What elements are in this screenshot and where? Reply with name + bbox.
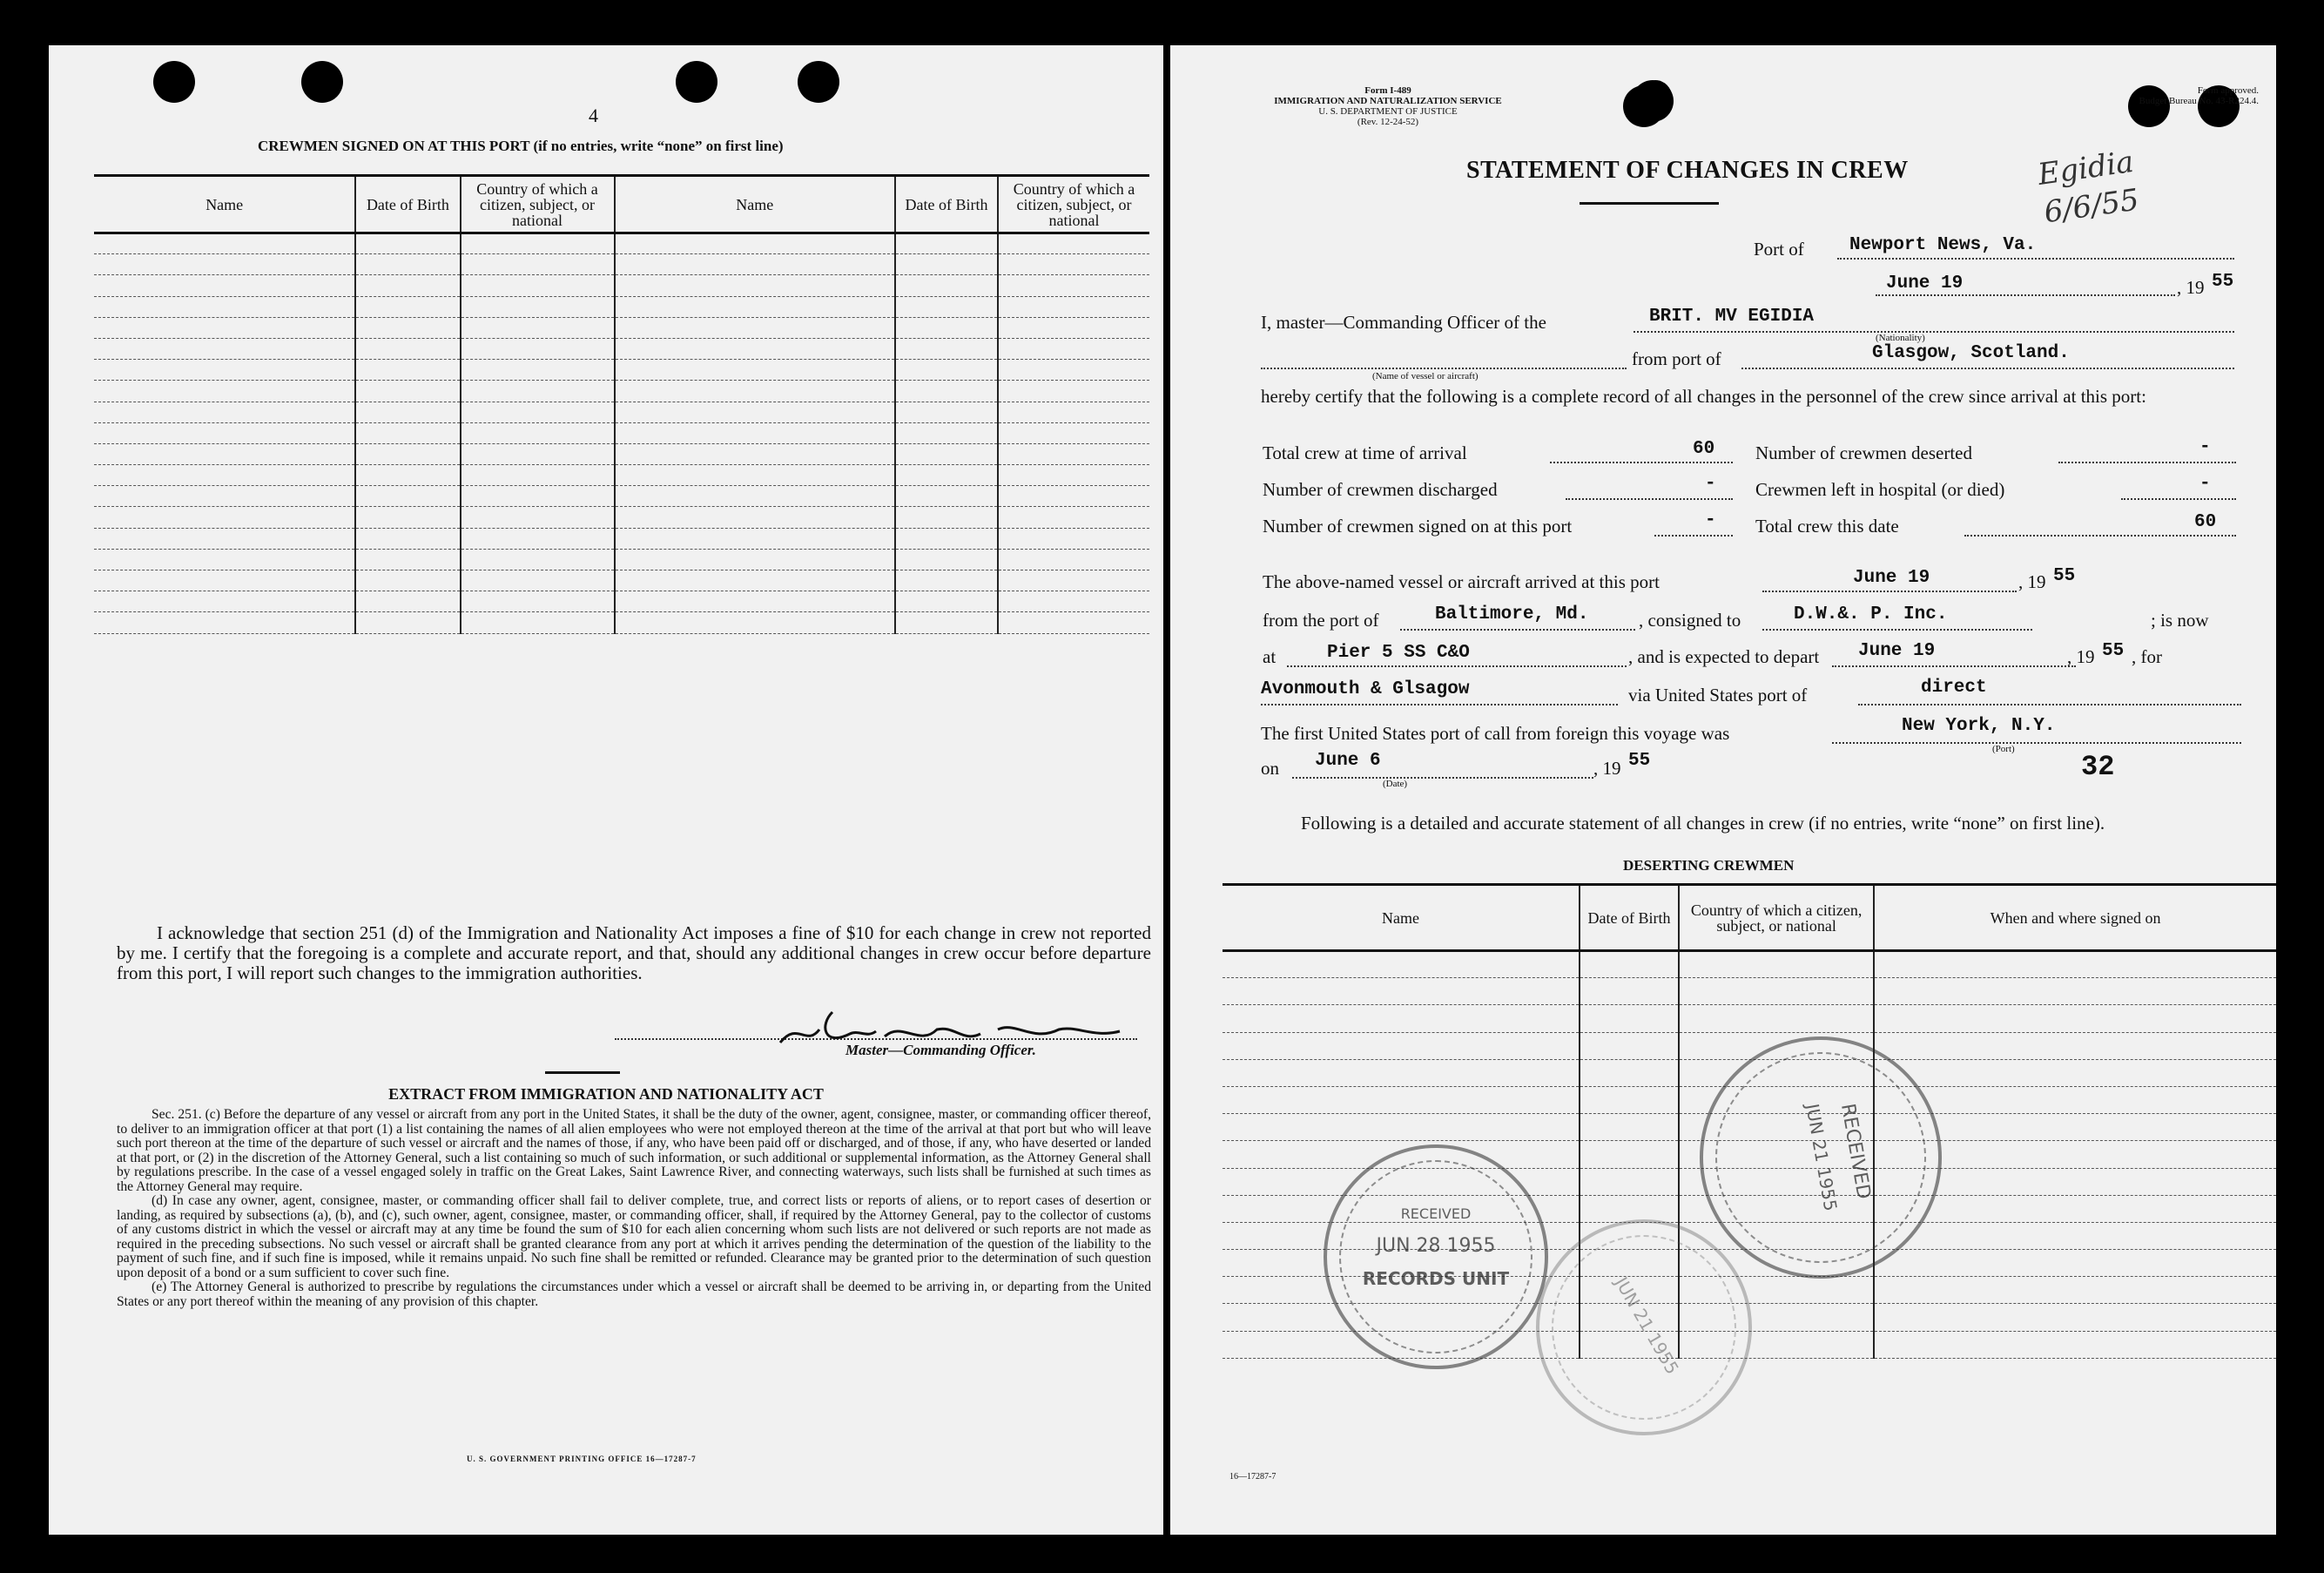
table-row <box>94 338 1149 359</box>
at-line <box>1287 665 1627 667</box>
crew-number: 32 <box>2081 751 2115 783</box>
at-value: Pier 5 SS C&O <box>1327 643 1470 663</box>
agency-name: IMMIGRATION AND NATURALIZATION SERVICE <box>1274 96 1502 106</box>
table-cell <box>94 486 355 507</box>
master-label: I, master—Commanding Officer of the <box>1261 312 1546 333</box>
table-cell <box>94 360 355 381</box>
table-cell <box>998 381 1149 402</box>
depart-line <box>1832 665 2076 667</box>
table-cell <box>615 381 895 402</box>
table-cell <box>1223 1032 1580 1059</box>
table-cell <box>615 422 895 443</box>
table-cell <box>895 338 998 359</box>
table-row <box>94 381 1149 402</box>
table-cell <box>1580 1032 1679 1059</box>
report-year: 55 <box>2212 272 2234 292</box>
table-cell <box>1223 1005 1580 1032</box>
table-cell <box>355 402 460 422</box>
table-cell <box>895 233 998 254</box>
table-row <box>94 443 1149 464</box>
depart-year: 55 <box>2102 641 2125 661</box>
title-rule <box>1580 202 1719 205</box>
table-cell <box>895 275 998 296</box>
form-header <box>1205 85 1571 127</box>
table-cell <box>461 591 615 612</box>
table-cell <box>1874 1005 2276 1032</box>
table-cell <box>998 254 1149 275</box>
table-cell <box>461 443 615 464</box>
department-name: U. S. DEPARTMENT OF JUSTICE <box>1318 106 1458 117</box>
table-row <box>94 317 1149 338</box>
page-number: 4 <box>589 105 598 126</box>
table-cell <box>1874 978 2276 1005</box>
table-cell <box>615 317 895 338</box>
table-cell <box>1580 1114 1679 1141</box>
on-date-line <box>1292 777 1593 779</box>
arrived-year: 55 <box>2053 566 2076 586</box>
table-cell <box>355 612 460 633</box>
punch-hole <box>1632 80 1674 122</box>
vessel-nationality: BRIT. MV EGIDIA <box>1649 307 1815 327</box>
table-cell <box>94 233 355 254</box>
approval-block <box>2093 85 2259 106</box>
table-row <box>94 275 1149 296</box>
table-cell <box>355 254 460 275</box>
table-cell <box>615 402 895 422</box>
column-header: Country of which a citizen, subject, or national <box>1679 885 1874 951</box>
on-date: June 6 <box>1315 751 1381 771</box>
table-cell <box>895 612 998 633</box>
port-value: Newport News, Va. <box>1849 235 2037 255</box>
arrived-line <box>1762 591 2017 592</box>
deserting-title: DESERTING CREWMEN <box>1623 857 1795 874</box>
table-cell <box>461 296 615 317</box>
table-cell <box>895 549 998 570</box>
approval-line-1: Form approved. <box>2197 85 2259 96</box>
table-cell <box>1223 1114 1580 1141</box>
handwritten-note: Egidia 6/6/55 <box>2035 144 2141 231</box>
table-cell <box>1580 1005 1679 1032</box>
table-cell <box>615 254 895 275</box>
table-row <box>1223 978 2276 1005</box>
table-cell <box>355 528 460 549</box>
certify-text: hereby certify that the following is a complete record of all changes in the personnel of the crew since arrival at this port: <box>1261 386 2146 407</box>
table-cell <box>1874 1277 2276 1304</box>
table-cell <box>895 465 998 486</box>
column-header: Date of Birth <box>1580 885 1679 951</box>
form-revision: (Rev. 12-24-52) <box>1357 117 1419 127</box>
table-cell <box>615 549 895 570</box>
table-cell <box>895 528 998 549</box>
table-cell <box>998 528 1149 549</box>
table-cell <box>355 338 460 359</box>
on-year: 55 <box>1628 751 1651 771</box>
table-cell <box>1679 951 1874 978</box>
stat-value: - <box>2199 437 2211 457</box>
form-number: Form I-489 <box>1364 85 1411 96</box>
table-row <box>94 591 1149 612</box>
table-row <box>94 233 1149 254</box>
table-cell <box>1580 1059 1679 1086</box>
table-cell <box>355 381 460 402</box>
table-cell <box>355 549 460 570</box>
destination-line <box>1261 704 1618 705</box>
table-cell <box>998 338 1149 359</box>
table-cell <box>461 402 615 422</box>
table-cell <box>615 233 895 254</box>
table-cell <box>895 360 998 381</box>
from-the-port-line <box>1400 629 1635 631</box>
table-cell <box>998 591 1149 612</box>
section-e: (e) The Attorney General is authorized to prescribe by regulations the circumstances under which a vessel or aircraft shall be deemed to be arriving in, or departing from the United States or any port thereof within the meaning of any provision of this chapter. <box>117 1279 1151 1309</box>
table-row <box>94 360 1149 381</box>
table-cell <box>1580 951 1679 978</box>
stat-value: - <box>1705 510 1716 530</box>
table-row <box>1223 1032 2276 1059</box>
extract-title: EXTRACT FROM IMMIGRATION AND NATIONALITY ACT <box>388 1085 824 1103</box>
table-cell <box>615 443 895 464</box>
table-cell <box>1580 978 1679 1005</box>
divider <box>545 1071 620 1074</box>
arrived-year-prefix: , 19 <box>2018 571 2046 592</box>
column-header: Name <box>94 176 355 233</box>
from-the-port-label: from the port of <box>1263 610 1379 631</box>
column-header: Name <box>1223 885 1580 951</box>
table-row <box>94 507 1149 528</box>
arrived-label: The above-named vessel or aircraft arrived at this port <box>1263 571 1660 592</box>
table-cell <box>998 360 1149 381</box>
table-cell <box>1874 1250 2276 1277</box>
table-cell <box>998 465 1149 486</box>
consigned-line <box>1762 629 2032 631</box>
table-row <box>94 254 1149 275</box>
table-cell <box>615 570 895 591</box>
table-cell <box>998 549 1149 570</box>
table-cell <box>895 507 998 528</box>
punch-hole <box>301 61 343 103</box>
right-page <box>1170 45 2276 1535</box>
table-cell <box>94 465 355 486</box>
punch-hole <box>153 61 195 103</box>
table-row <box>94 296 1149 317</box>
received-stamp: RECEIVED JUN 21 1955 <box>1681 1017 1961 1298</box>
table-cell <box>461 486 615 507</box>
table-cell <box>615 486 895 507</box>
table-cell <box>895 443 998 464</box>
table-cell <box>1679 978 1874 1005</box>
table-cell <box>1580 1168 1679 1195</box>
from-port-line <box>1741 368 2234 369</box>
stat-total-date: Total crew this date 60 <box>1755 516 2243 537</box>
table-cell <box>1223 951 1580 978</box>
via-label: via United States port of <box>1628 685 1808 705</box>
column-header: When and where signed on <box>1874 885 2276 951</box>
stat-value: - <box>1705 474 1716 494</box>
first-port-line <box>1832 742 2241 744</box>
table-cell <box>94 317 355 338</box>
table-cell <box>1223 1059 1580 1086</box>
for-label: , for <box>2132 646 2162 667</box>
table-cell <box>355 507 460 528</box>
table-cell <box>94 612 355 633</box>
table-cell <box>94 507 355 528</box>
column-header: Country of which a citizen, subject, or national <box>998 176 1149 233</box>
table-cell <box>998 422 1149 443</box>
table-cell <box>355 317 460 338</box>
table-cell <box>461 507 615 528</box>
table-cell <box>998 507 1149 528</box>
table-cell <box>355 591 460 612</box>
table-cell <box>1874 1331 2276 1358</box>
table-cell <box>94 528 355 549</box>
via-line <box>1858 704 2241 705</box>
table-row <box>1223 1005 2276 1032</box>
expected-label: , and is expected to depart <box>1628 646 1820 667</box>
at-label: at <box>1263 646 1277 667</box>
from-port-label: from port of <box>1632 348 1721 369</box>
table-cell <box>615 296 895 317</box>
table-cell <box>461 254 615 275</box>
table-cell <box>895 402 998 422</box>
section-title: CREWMEN SIGNED ON AT THIS PORT (if no entries, write “none” on first line) <box>258 138 784 154</box>
statute-extract <box>117 1108 1151 1309</box>
table-cell <box>94 338 355 359</box>
form-footer: 16—17287-7 <box>1229 1472 1277 1482</box>
left-page <box>49 45 1163 1535</box>
table-cell <box>1223 1086 1580 1113</box>
table-row <box>94 402 1149 422</box>
date-line <box>1876 294 2175 296</box>
table-cell <box>615 360 895 381</box>
table-cell <box>615 338 895 359</box>
table-cell <box>461 422 615 443</box>
table-cell <box>94 591 355 612</box>
column-header: Date of Birth <box>355 176 460 233</box>
table-cell <box>94 443 355 464</box>
table-cell <box>94 402 355 422</box>
table-cell <box>998 317 1149 338</box>
depart-year-prefix: , 19 <box>2067 646 2095 667</box>
stat-discharged: Number of crewmen discharged - <box>1263 479 1768 501</box>
nationality-caption: (Nationality) <box>1876 333 1925 343</box>
stat-value: 60 <box>2194 512 2217 532</box>
report-date: June 19 <box>1886 273 1964 294</box>
is-now-label: ; is now <box>2151 610 2209 631</box>
table-cell <box>615 591 895 612</box>
consigned-value: D.W.&. P. Inc. <box>1794 604 1948 624</box>
table-cell <box>1580 1195 1679 1222</box>
table-cell <box>355 296 460 317</box>
table-cell <box>1580 1141 1679 1168</box>
port-line <box>1837 258 2234 260</box>
port-caption: (Port) <box>1992 744 2015 754</box>
table-cell <box>1223 978 1580 1005</box>
table-cell <box>94 275 355 296</box>
table-cell <box>355 486 460 507</box>
table-cell <box>998 612 1149 633</box>
table-cell <box>615 528 895 549</box>
table-cell <box>1874 1304 2276 1331</box>
table-cell <box>615 275 895 296</box>
table-cell <box>895 591 998 612</box>
table-row <box>94 422 1149 443</box>
table-row <box>94 486 1149 507</box>
table-cell <box>1580 1086 1679 1113</box>
section-c: Sec. 251. (c) Before the departure of any vessel or aircraft from any port in the United States, it shall be the duty of the owner, agent, consignee, master, or commanding officer thereof, to deliver to an immigration officer at that port (1) a list containing the names of all alien employees who were not employed thereon at the time of the arrival at that port but who will leave such port thereon at the time of the departure of such vessel or aircraft and the names of those, if any, who have been paid off or discharged, and of those, if any, who have deserted or landed at that port, or (2) in the discretion of the Attorney General, such a list containing so much of such information, or such additional or supplemental information, as the Attorney General shall by regulations prescribe. In the case of a vessel engaged solely in traffic on the Great Lakes, Saint Lawrence River, and connecting waterways, such lists shall be furnished at such times as the Attorney General may require. <box>117 1107 1151 1194</box>
port-label: Port of <box>1754 239 1804 260</box>
table-cell <box>1874 1222 2276 1249</box>
table-cell <box>355 422 460 443</box>
table-cell <box>895 381 998 402</box>
table-cell <box>615 465 895 486</box>
table-cell <box>895 422 998 443</box>
table-cell <box>998 402 1149 422</box>
table-cell <box>998 570 1149 591</box>
via-value: direct <box>1921 678 1987 698</box>
column-header: Name <box>615 176 895 233</box>
table-cell <box>461 360 615 381</box>
table-cell <box>461 465 615 486</box>
table-cell <box>94 254 355 275</box>
approval-line-2: Budget Bureau No. 43-R224.4. <box>2139 96 2259 106</box>
table-cell <box>461 338 615 359</box>
crewmen-signed-on-table <box>94 174 1149 634</box>
table-cell <box>895 296 998 317</box>
vessel-name-line <box>1261 368 1627 369</box>
table-cell <box>461 570 615 591</box>
faint-stamp: JUN 21 1955 <box>1497 1180 1792 1475</box>
nationality-line <box>1634 331 2234 333</box>
table-row <box>94 465 1149 486</box>
table-cell <box>461 549 615 570</box>
table-cell <box>355 275 460 296</box>
table-row <box>94 570 1149 591</box>
vessel-name-caption: (Name of vessel or aircraft) <box>1372 371 1479 381</box>
stat-value: - <box>2199 474 2211 494</box>
arrived-date: June 19 <box>1853 568 1930 588</box>
table-cell <box>355 465 460 486</box>
table-cell <box>998 233 1149 254</box>
table-cell <box>1874 951 2276 978</box>
acknowledgment-text: I acknowledge that section 251 (d) of the Immigration and Nationality Act imposes a fine of $10 for each change in crew not reported by me. I certify that the foregoing is a complete and accurate report, and that, should any additional changes in crew occur before departure from this port, I will report such changes to the immigration authorities. <box>117 922 1151 983</box>
column-header: Date of Birth <box>895 176 998 233</box>
date-caption: (Date) <box>1383 779 1408 789</box>
table-cell <box>998 443 1149 464</box>
table-cell <box>895 254 998 275</box>
table-cell <box>355 233 460 254</box>
table-cell <box>1874 1086 2276 1113</box>
table-cell <box>94 381 355 402</box>
following-text: Following is a detailed and accurate statement of all changes in crew (if no entries, write “none” on first line). <box>1301 813 2105 834</box>
table-cell <box>94 549 355 570</box>
records-unit-stamp: RECEIVED JUN 28 1955 RECORDS UNIT <box>1324 1144 1548 1369</box>
stat-deserted: Number of crewmen deserted - <box>1755 442 2243 464</box>
table-cell <box>615 507 895 528</box>
destination-value: Avonmouth & Glsagow <box>1261 679 1470 699</box>
table-cell <box>461 317 615 338</box>
printer-footer: U. S. GOVERNMENT PRINTING OFFICE 16—17287-7 <box>467 1455 697 1463</box>
stat-value: 60 <box>1693 439 1715 459</box>
from-the-port-value: Baltimore, Md. <box>1435 604 1589 624</box>
on-label: on <box>1261 758 1279 779</box>
table-cell <box>461 233 615 254</box>
table-cell <box>1874 1032 2276 1059</box>
depart-date: June 19 <box>1858 641 1936 661</box>
table-cell <box>615 612 895 633</box>
signature-label: Master—Commanding Officer. <box>845 1042 1036 1058</box>
table-cell <box>355 360 460 381</box>
table-cell <box>461 381 615 402</box>
year-prefix: , 19 <box>2177 277 2205 298</box>
table-cell <box>1874 1059 2276 1086</box>
table-cell <box>355 443 460 464</box>
table-row <box>94 528 1149 549</box>
table-cell <box>461 275 615 296</box>
section-d: (d) In case any owner, agent, consignee, master, or commanding officer shall fail to deliver complete, true, and correct lists or reports of aliens, or to report cases of desertion or landing, as required by subsections (a), (b), and (c), such owner, agent, consignee, master, or commanding officer, shall, if required by the Attorney General, pay to the collector of customs of any customs district in which the vessel or aircraft may at any time be found the sum of $10 for each alien concerning whom such lists are not delivered or such reports are not made as required in the preceding subsections. No such vessel or aircraft shall be granted clearance from any port at which it arrives pending the determination of the question of the liability to the payment of such fine, and if such fine is imposed, while it remains unpaid. No such fine shall be remitted or refunded. Clearance may be granted prior to the determination of such question upon deposit of a bond or a sum sufficient to cover such fine. <box>117 1193 1151 1280</box>
table-cell <box>94 422 355 443</box>
table-cell <box>895 486 998 507</box>
consigned-label: , consigned to <box>1639 610 1741 631</box>
punch-hole <box>798 61 839 103</box>
punch-hole <box>676 61 717 103</box>
table-cell <box>461 612 615 633</box>
table-row <box>1223 951 2276 978</box>
first-port-value: New York, N.Y. <box>1902 716 2056 736</box>
table-cell <box>94 570 355 591</box>
on-year-prefix: , 19 <box>1593 758 1621 779</box>
from-port-value: Glasgow, Scotland. <box>1872 343 2070 363</box>
column-header: Country of which a citizen, subject, or national <box>461 176 615 233</box>
table-row <box>94 549 1149 570</box>
table-cell <box>94 296 355 317</box>
table-row <box>94 612 1149 633</box>
table-cell <box>1679 1005 1874 1032</box>
table-cell <box>461 528 615 549</box>
stat-signed-on: Number of crewmen signed on at this port - <box>1263 516 1768 537</box>
first-port-label: The first United States port of call from foreign this voyage was <box>1261 723 1730 744</box>
table-cell <box>998 296 1149 317</box>
table-cell <box>895 317 998 338</box>
table-cell <box>355 570 460 591</box>
table-cell <box>998 486 1149 507</box>
stat-total-arrival: Total crew at time of arrival 60 <box>1263 442 1768 464</box>
table-cell <box>998 275 1149 296</box>
stat-hospital: Crewmen left in hospital (or died) - <box>1755 479 2243 501</box>
table-cell <box>895 570 998 591</box>
form-title: STATEMENT OF CHANGES IN CREW <box>1466 157 1909 184</box>
